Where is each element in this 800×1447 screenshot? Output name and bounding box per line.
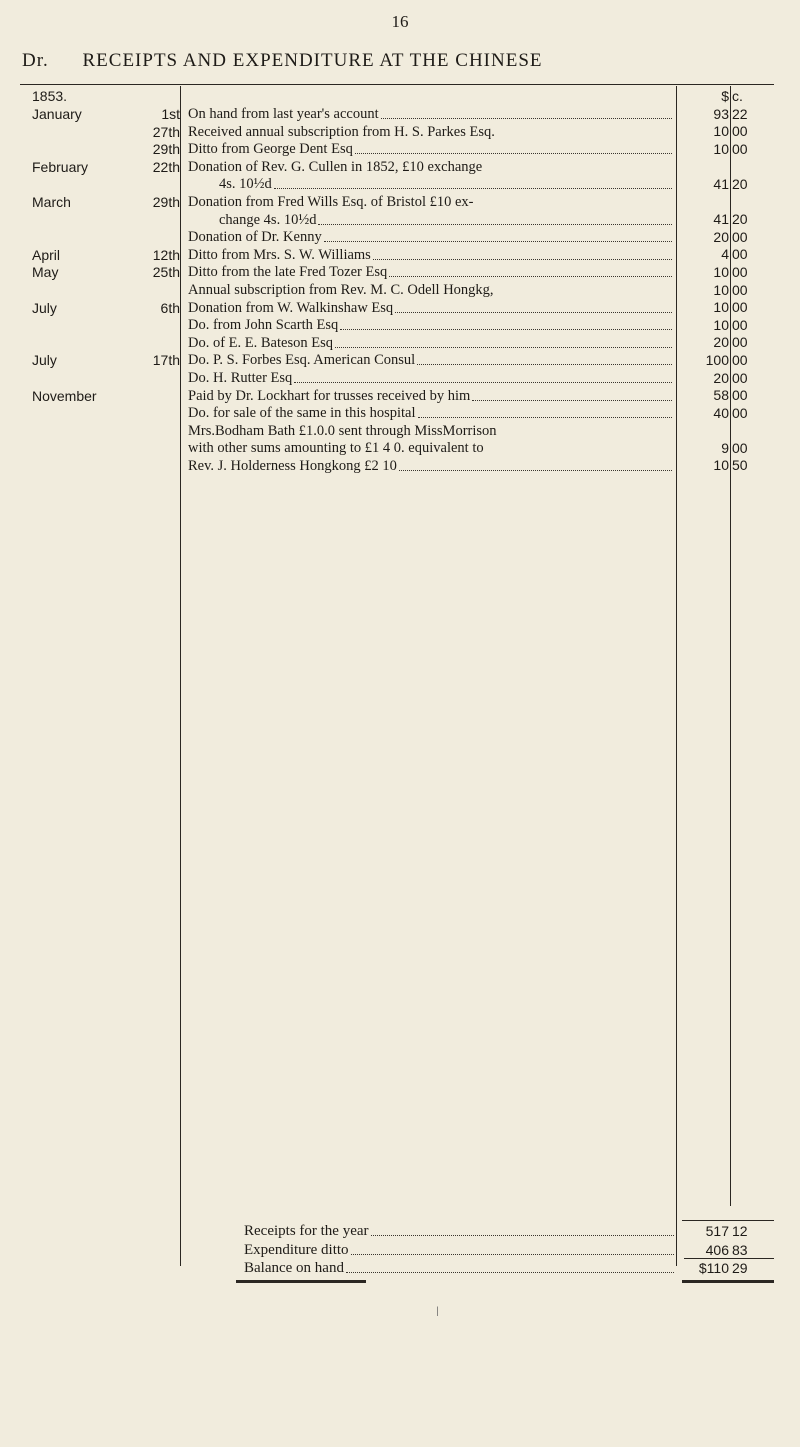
page-title: RECEIPTS AND EXPENDITURE AT THE CHINESE: [82, 50, 543, 71]
dot-leader: [294, 370, 672, 383]
date-row: [32, 370, 180, 388]
amount-cents: 00: [732, 123, 748, 140]
date-day: 22th: [152, 158, 180, 175]
currency-header: [684, 88, 774, 106]
amount-dollars: 10: [713, 316, 729, 333]
amount-dollars: 41: [713, 211, 729, 228]
entry-text: Ditto from George Dent Esq: [188, 141, 353, 158]
amount-row: [684, 387, 774, 405]
date-day: 27th: [152, 123, 180, 140]
entry-text: 4s. 10½d: [219, 176, 272, 193]
year-label: 1853.: [32, 88, 68, 104]
date-row: [32, 264, 180, 282]
date-month: February: [32, 158, 89, 175]
entry-row: [188, 300, 672, 318]
amount-row: [684, 106, 774, 124]
date-row: [32, 124, 180, 142]
date-rows: [32, 106, 180, 405]
amount-dollars: 4: [721, 246, 729, 263]
dot-leader: [373, 247, 672, 260]
entry-text: Do. for sale of the same in this hospital: [188, 405, 416, 422]
total-amount-row: [684, 1259, 774, 1278]
entry-row: [188, 388, 672, 406]
date-month: March: [32, 193, 71, 210]
amount-cents: 00: [732, 140, 748, 157]
date-month: January: [32, 106, 82, 122]
date-row: [32, 247, 180, 265]
date-month: May: [32, 264, 59, 281]
amount-cents: 00: [732, 387, 748, 404]
date-row: [32, 352, 180, 370]
date-month: November: [32, 387, 97, 404]
page-header: [22, 50, 543, 72]
amount-cents: 20: [732, 211, 748, 228]
amount-row: [684, 229, 774, 247]
entry-text: Donation of Rev. G. Cullen in 1852, £10 exchange: [188, 158, 483, 175]
date-day: 1st: [161, 106, 180, 122]
entry-row: [188, 423, 672, 441]
amount-row: [684, 440, 774, 458]
amount-row: [684, 246, 774, 264]
dot-leader: [340, 317, 672, 330]
amount-cents: 00: [732, 404, 748, 421]
dot-leader: [318, 212, 672, 225]
entry-text: Donation from W. Walkinshaw Esq: [188, 299, 394, 316]
amount-cents: 00: [732, 228, 748, 245]
entry-row: [188, 124, 672, 142]
date-month: July: [32, 299, 57, 316]
entry-text: Received annual subscription from H. S. Parkes Esq.: [188, 123, 495, 140]
total-label: Balance on hand: [244, 1260, 344, 1276]
total-amount-row: [684, 1241, 774, 1260]
amount-row: [684, 176, 774, 194]
amount-dollars: 40: [713, 404, 729, 421]
totals-section: [244, 1222, 674, 1278]
amount-row: [684, 334, 774, 352]
totals-amounts: [684, 1222, 774, 1278]
total-row: [244, 1259, 674, 1278]
date-month: July: [32, 352, 57, 369]
total-cents: 83: [732, 1241, 748, 1258]
amount-cents: 00: [732, 299, 748, 316]
date-row: [32, 106, 180, 124]
amount-row: [684, 123, 774, 141]
top-rule: [20, 84, 774, 85]
amount-row: [684, 282, 774, 300]
entry-row: [188, 159, 672, 177]
amount-dollars: 10: [713, 263, 729, 280]
dot-leader: [371, 1222, 674, 1236]
entry-text: Do. H. Rutter Esq: [188, 369, 293, 386]
dot-leader: [346, 1259, 674, 1273]
entry-text: Do. of E. E. Bateson Esq: [188, 334, 333, 351]
amount-dollars: 100: [705, 351, 729, 368]
entry-row: [188, 405, 672, 423]
amount-column: [684, 88, 774, 475]
amount-dollars: 10: [713, 140, 729, 157]
entry-text: Donation of Dr. Kenny: [188, 229, 322, 246]
date-row: [32, 317, 180, 335]
amount-rows: [684, 106, 774, 475]
date-day: 25th: [152, 264, 180, 281]
amount-dollars: 10: [713, 123, 729, 140]
entry-text: Annual subscription from Rev. M. C. Odell Hongkg,: [188, 281, 494, 298]
dollar-header: $: [721, 88, 729, 104]
entry-text: Do. from John Scarth Esq: [188, 317, 339, 334]
entry-text: Paid by Dr. Lockhart for trusses received by him: [188, 387, 471, 404]
paper-mark: ǀ: [436, 1305, 439, 1320]
totals-top-rule: [682, 1220, 774, 1221]
entry-row: [188, 194, 672, 212]
amount-row: [684, 299, 774, 317]
dot-leader: [324, 229, 672, 242]
date-row: [32, 335, 180, 353]
total-row: [244, 1241, 674, 1260]
entry-text: Donation from Fred Wills Esq. of Bristol £10 ex-: [188, 193, 474, 210]
entry-row: [188, 335, 672, 353]
date-day: 6th: [160, 299, 180, 316]
entry-row: [188, 282, 672, 300]
total-label: Expenditure ditto: [244, 1241, 349, 1258]
total-dollars: 406: [705, 1241, 729, 1258]
total-amount-row: [684, 1222, 774, 1241]
date-row: [32, 194, 180, 212]
date-month: April: [32, 246, 61, 263]
amount-row: [684, 211, 774, 229]
amount-row: [684, 405, 774, 423]
amount-dollars: 10: [713, 299, 729, 316]
dot-leader: [274, 176, 672, 189]
entry-text: Ditto from the late Fred Tozer Esq: [188, 264, 388, 281]
amount-cents: 50: [732, 457, 748, 474]
entry-text: Mrs.Bodham Bath £1.0.0 sent through MissMorrison: [188, 422, 497, 439]
dot-leader: [389, 264, 672, 277]
entry-row: [188, 141, 672, 159]
dot-leader: [351, 1241, 674, 1255]
bottom-rule-right: [682, 1280, 774, 1283]
amount-row: [684, 457, 774, 475]
amount-row: [684, 158, 774, 176]
amount-dollars: 10: [713, 281, 729, 298]
dot-leader: [472, 388, 672, 401]
amount-dollars: 10: [713, 457, 729, 474]
total-row: [244, 1222, 674, 1241]
amount-dollars: 20: [713, 369, 729, 386]
total-label: Receipts for the year: [244, 1223, 369, 1239]
date-column: [32, 88, 180, 405]
bottom-rule-left: [236, 1280, 366, 1283]
debit-label: Dr.: [22, 50, 49, 71]
entry-row: [188, 264, 672, 282]
amount-cents: 00: [732, 246, 748, 263]
date-day: 12th: [152, 246, 180, 263]
cents-header: c.: [732, 88, 743, 104]
entry-text: Rev. J. Holderness Hongkong £2 10: [188, 457, 397, 474]
entry-row: [188, 212, 672, 230]
entry-row: [188, 106, 672, 124]
dot-leader: [335, 335, 672, 348]
amount-dollars: 20: [713, 334, 729, 351]
total-cents: 29: [732, 1260, 748, 1276]
amount-cents: 22: [732, 105, 748, 122]
total-dollars: $110: [698, 1260, 729, 1276]
amount-row: [684, 370, 774, 388]
entry-text: Ditto from Mrs. S. W. Williams: [188, 246, 371, 263]
amount-row: [684, 317, 774, 335]
dot-leader: [395, 300, 672, 313]
amount-dollars: 20: [713, 228, 729, 245]
date-row: [32, 229, 180, 247]
date-day: 17th: [152, 352, 180, 369]
entry-text: with other sums amounting to £1 4 0. equivalent to: [188, 440, 484, 457]
entry-row: [188, 317, 672, 335]
amount-cents: 00: [732, 439, 748, 456]
date-row: [32, 212, 180, 230]
amount-cents: 00: [732, 316, 748, 333]
amount-dollars: 58: [713, 387, 729, 404]
entry-row: [188, 440, 672, 458]
entry-text: change 4s. 10½d: [219, 211, 317, 228]
entries-column: [188, 106, 672, 475]
entry-row: [188, 247, 672, 265]
amount-dollars: 9: [721, 439, 729, 456]
amount-cents: 00: [732, 281, 748, 298]
dot-leader: [417, 352, 672, 365]
entry-text: On hand from last year's account: [188, 106, 379, 122]
amount-row: [684, 264, 774, 282]
date-row: [32, 282, 180, 300]
date-day: 29th: [152, 141, 180, 158]
entry-row: [188, 458, 672, 476]
amount-dollars: 93: [713, 105, 729, 122]
amount-cents: 00: [732, 351, 748, 368]
entry-row: [188, 229, 672, 247]
date-row: [32, 300, 180, 318]
date-row: [32, 141, 180, 159]
entry-row: [188, 352, 672, 370]
total-dollars: 517: [705, 1223, 729, 1239]
date-column-divider: [180, 86, 181, 1266]
dot-leader: [355, 141, 672, 154]
subtotal-rule: [684, 1258, 774, 1259]
page-number: 16: [391, 12, 409, 31]
amount-row: [684, 141, 774, 159]
date-day: 29th: [152, 193, 180, 210]
amount-row: [684, 352, 774, 370]
amount-cents: 00: [732, 263, 748, 280]
amount-dollars: 41: [713, 175, 729, 192]
date-row: [32, 388, 180, 406]
dot-leader: [418, 405, 672, 418]
entry-row: [188, 176, 672, 194]
dot-leader: [381, 106, 672, 119]
total-cents: 12: [732, 1223, 748, 1239]
amount-cents: 00: [732, 334, 748, 351]
dot-leader: [399, 458, 672, 471]
entry-text: Do. P. S. Forbes Esq. American Consul: [188, 352, 416, 369]
amount-cents: 00: [732, 369, 748, 386]
entry-row: [188, 370, 672, 388]
amount-column-divider: [676, 86, 677, 1266]
amount-cents: 20: [732, 175, 748, 192]
amount-row: [684, 194, 774, 212]
date-row: [32, 176, 180, 194]
date-row: [32, 159, 180, 177]
amount-row: [684, 422, 774, 440]
